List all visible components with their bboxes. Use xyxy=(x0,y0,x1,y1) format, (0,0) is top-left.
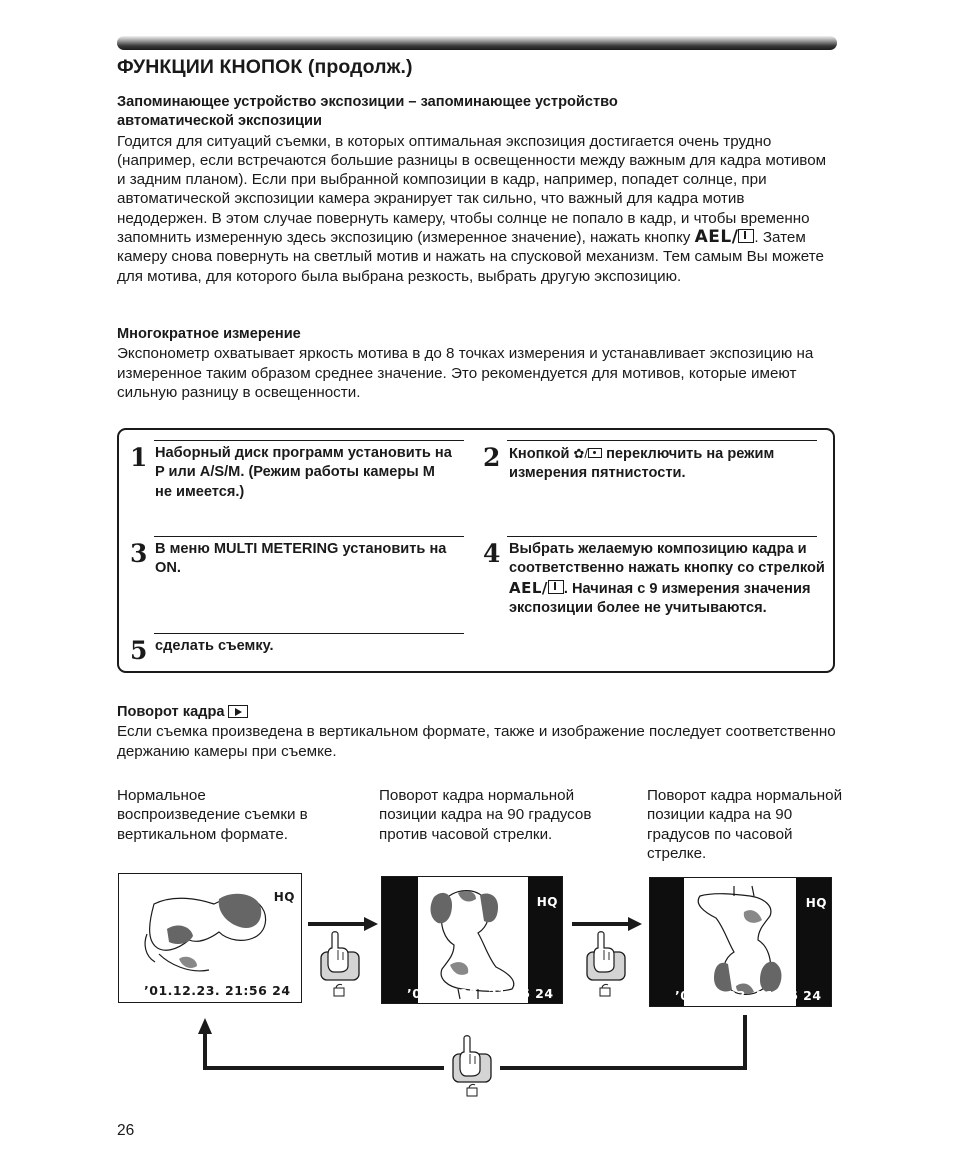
spot-metering-icon xyxy=(588,448,602,458)
quality-label: HQ xyxy=(536,895,558,909)
step-text: В меню MULTI METERING установить на ON. xyxy=(155,541,447,577)
step-rule xyxy=(154,440,464,441)
quality-label: HQ xyxy=(273,890,295,904)
hand-press-button-icon xyxy=(584,930,628,1000)
multi-metering-body: Экспонометр охватывает яркость мотива в до 8 точках измерения и устанавливает экспозицию на измеренное таким образом среднее значение. Это рекомендуется для мотивов, которые имеют сильную разницу в освещенности. xyxy=(117,345,814,401)
ae-lock-body: Годится для ситуаций съемки, в которых оптимальная экспозиция достигается очень трудно (например, если встречаются большие разницы в освещенности между важным для кадра мотивом и задним планом). Если при выбранной композиции в кадр, например, попадет солнце, при автоматической экспозиции камера экранирует так сильно, что важный для кадра мотив недодержен. В этом случае повернуть камеру, чтобы солнце не попало в кадр, и чтобы временно запомнить измеренную здесь экспозицию (измеренное значение), нажать кнопку AEL/ . Затем камеру снова повернуть на светлый мотив и нажать на спусковой механизм. Тем самым Вы можете для мотива, для которого была выбрана резкость, выбрать другую экспозицию. xyxy=(117,132,827,285)
step-number: 4 xyxy=(483,539,501,568)
flower-icon: ✿ xyxy=(573,446,585,461)
quality-label: HQ xyxy=(805,896,827,910)
rotated-image-area xyxy=(418,877,528,1004)
multi-metering-section xyxy=(117,325,837,402)
multi-metering-heading: Многократное измерение xyxy=(117,326,301,342)
page-title: ФУНКЦИИ КНОПОК (продолж.) xyxy=(117,56,413,78)
hand-press-button-icon xyxy=(318,930,362,1000)
step-rule xyxy=(507,440,817,441)
rotation-section xyxy=(117,703,837,761)
rotate-icon xyxy=(600,984,610,996)
datetime-label: ’01.12.23. 21:56 24 xyxy=(407,986,554,1001)
page-number: 26 xyxy=(117,1122,135,1139)
step-text: Наборный диск программ установить на P или A/S/M. (Режим работы камеры M не имеется.) xyxy=(155,445,452,500)
lcd-screen-normal xyxy=(118,873,302,1003)
ae-lock-section xyxy=(117,93,837,286)
step-number: 5 xyxy=(130,636,148,665)
rotate-icon xyxy=(334,984,344,996)
step-number: 2 xyxy=(483,443,501,472)
rotation-heading: Поворот кадра xyxy=(117,703,837,722)
caption-normal: Нормальное воспроизведение съемки в вертикальном формате. xyxy=(117,787,308,843)
rotate-icon xyxy=(467,1084,477,1096)
datetime-label: ’01.12.23. 21:56 24 xyxy=(675,988,822,1003)
datetime-label: ’01.12.23. 21:56 24 xyxy=(144,983,291,998)
step-number: 3 xyxy=(130,539,148,568)
step-rule xyxy=(154,633,464,634)
ael-lock-icon xyxy=(548,580,564,594)
header-bar xyxy=(117,36,837,50)
step-rule xyxy=(507,536,817,537)
arrow-right xyxy=(308,917,378,931)
step-text: Кнопкой ✿/ переключить на режим измерения пятнистости. xyxy=(509,446,775,482)
step-text: сделать съемку. xyxy=(155,638,274,654)
ael-button-label: AEL/ xyxy=(509,579,564,597)
rotation-body: Если съемка произведена в вертикальном формате, также и изображение последует соответственно держанию камеры при съемке. xyxy=(117,723,836,760)
lcd-screen-ccw xyxy=(381,876,563,1004)
steps-box xyxy=(117,428,835,673)
step-text: Выбрать желаемую композицию кадра и соответственно нажать кнопку со стрелкой AEL/ . Начиная с 9 измерения значения экспозиции более не учитываются. xyxy=(509,541,825,617)
step-number: 1 xyxy=(130,443,148,472)
lcd-screen-cw xyxy=(649,877,832,1007)
step-rule xyxy=(154,536,464,537)
dog-image xyxy=(418,877,528,1004)
ae-lock-heading: Запоминающее устройство экспозиции – запоминающее устройство автоматической экспозиции xyxy=(117,94,618,130)
caption-cw: Поворот кадра нормальной позиции кадра на 90 градусов по часовой стрелке. xyxy=(647,787,843,862)
ael-button-label: AEL/ xyxy=(695,227,755,247)
play-icon xyxy=(228,705,248,718)
caption-ccw: Поворот кадра нормальной позиции кадра на 90 градусов против часовой стрелки. xyxy=(379,787,592,843)
hand-press-button-icon xyxy=(450,1034,494,1102)
arrow-right xyxy=(572,917,642,931)
ael-lock-icon xyxy=(738,229,754,243)
